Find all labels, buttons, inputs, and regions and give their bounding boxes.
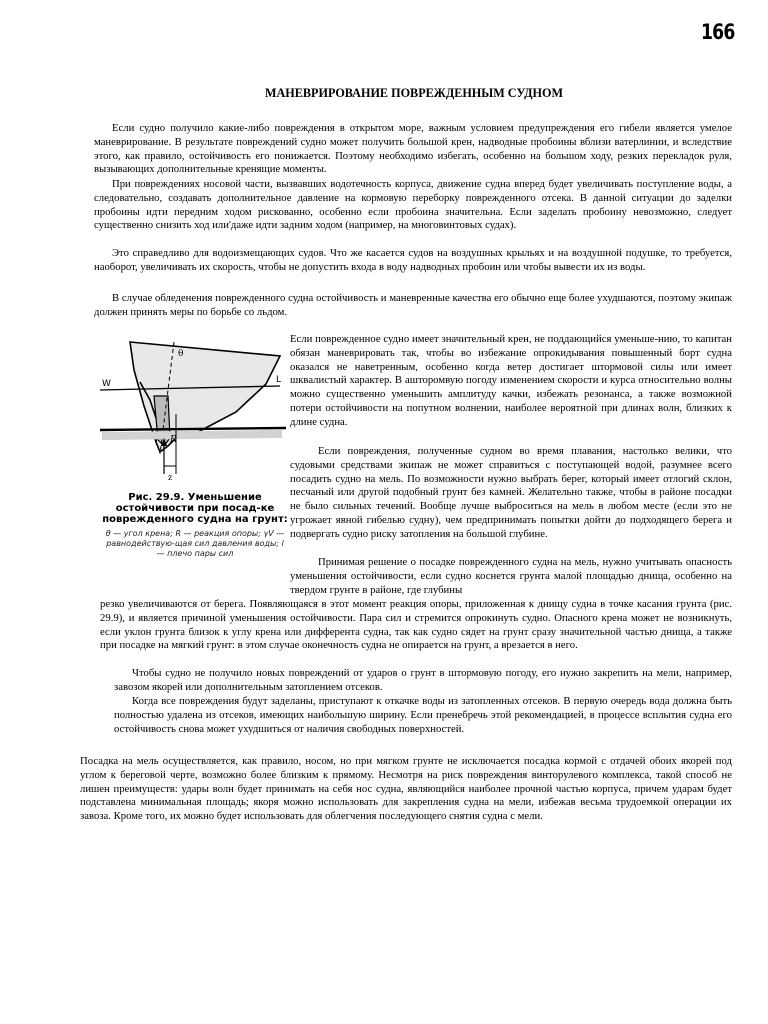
paragraph-stern-grounding: Посадка на мель осуществляется, как правило, носом, но при мягком грунте не исключается посадка кормой с отдачей обоих якорей под углом к береговой черте, возможно более близким к прямому. Несмотря на риск повреждения винторулевого комплекса, такой способ не лишен преимуществ: удары волн будет принимать на себя нос судна, являющийся наиболее прочной частью корпуса, причем ударам будет подставлена минимальная площадь; якоря можно использовать для закрепления судна на мели, избежав весьма трудоемкой операции их завоза. Кроме того, их можно будет использовать для облегчения последующего снятия судна с мели. <box>80 755 732 823</box>
paragraph-securing: Чтобы судно не получило новых повреждений от ударов о грунт в штормовую погоду, его нужно закрепить на мели, например, завозом якорей или дополнительным затоплением отсеков. <box>114 667 732 693</box>
seabed-hatch <box>102 430 282 440</box>
paragraph-icing: В случае обледенения поврежденного судна остойчивость и маневренные качества его обычно еще более ухудшаются, поэтому экипаж должен принять меры по борьбе со льдом. <box>94 292 732 318</box>
label-z: z <box>168 473 173 482</box>
label-r: R <box>170 435 177 445</box>
ship-grounding-diagram <box>98 334 288 484</box>
figure-caption-title: Рис. 29.9. Уменьшение остойчивости при посад-ке поврежденного судна на грунт: <box>102 492 288 525</box>
paragraph-beaching: Если повреждения, полученные судном во время плавания, настолько велики, что судовыми средствами экипаж не может справиться с поступающей водой, разумнее всего посадить судно на мель. По возможности нужно выбрать берег, который имеет отлогий склон, песчаный или другой подобный грунт без камней. Желательно также, чтобы в районе посадки не было сильных течений. Вообще лучше выброситься на мель в любом месте (если это не угрожает явной гибелью судну), чем предпринимать попытки дойти до подходящего берега и подвергать судно риску затопления на большой глубине. <box>290 445 732 540</box>
figure-29-9 <box>98 334 288 574</box>
label-w: W <box>102 379 111 389</box>
paragraph-intro: Если судно получило какие-либо повреждения в открытом море, важным условием предупреждения его гибели является умелое маневрирование. В результате повреждений судно может получить большой крен, надводные пробоины вблизи ватерлинии, и вследствие этого, как правило, остойчивость его понижается. Поэтому необходимо избегать, особенно на большом ходу, резких перекладок руля, вызывающих дополнительные кренящие моменты. <box>94 122 732 176</box>
paragraph-grounding-continued: резко увеличиваются от берега. Появляющаяся в этот момент реакция опоры, приложенная к днищу судна в точке касания грунта (рис. 29.9), и является причиной уменьшения остойчивости. Пара сил и стремится опрокинуть судно. Опасного крена может не возникнуть, если уклон грунта близок к углу крена или дифферента судна, так как судно сядет на грунт сразу значительной частью днища, а также при посадке на мягкий грунт: в этом случае оконечность судна не опирается на грунт, а врезается в него. <box>100 598 732 652</box>
page-number: 166 <box>701 20 735 44</box>
paragraph-grounding-decision: Принимая решение о посадке поврежденного судна на мель, нужно учитывать опасность уменьшения остойчивости, если судно коснется грунта малой площадью днища, особенно на твердом грунте в районе, где глубины <box>290 556 732 596</box>
paragraph-heel: Если поврежденное судно имеет значительный крен, не поддающийся уменьше-нию, то капитан обязан маневрировать так, чтобы во избежание опрокидывания повышенный борт судна оказался не наветренным, особенно когда ветер достигает штормовой силы или имеет шквалистый характер. В ашторомвую погоду изменением скорости и курса относительно волны можно существенно уменьшить амплитуду качки, избежать резонанса, а также возможной потери остойчивости на попутном волнении, наиболее вероятной при длинах волн, близких к длине судна. <box>290 333 732 428</box>
figure-caption <box>102 492 288 559</box>
paragraph-hovercraft: Это справедливо для водоизмещающих судов. Что же касается судов на воздушных крыльях и на воздушной подушке, то требуется, наоборот, увеличивать их скорость, чтобы не допустить входа в воду надводных пробоин или чтобы вывести их из воды. <box>94 247 732 273</box>
label-l: L <box>276 375 282 385</box>
paragraph-bow-damage: При повреждениях носовой части, вызвавших водотечность корпуса, движение судна вперед будет увеличивать поступление воды, а следовательно, создавать дополнительное давление на кормовую переборку поврежденного отсека. В данной ситуации до заделки пробоины идти передним ходом рискованно, особенно если пробоина значительна. Если заделать пробоину невозможно, следует существенно снизить ход или'даже идти задним ходом (например, на многовинтовых судах). <box>94 178 732 232</box>
page-title: МАНЕВРИРОВАНИЕ ПОВРЕЖДЕННЫМ СУДНОМ <box>264 86 564 100</box>
seabed-line <box>100 428 286 430</box>
figure-caption-legend: θ — угол крена; R — реакция опоры; γV — равнодействую-щая сил давления воды; l — плечо пары сил <box>105 529 285 558</box>
label-theta: θ <box>178 349 184 359</box>
paragraph-pumping: Когда все повреждения будут заделаны, приступают к откачке воды из затопленных отсеков. В первую очередь вода должна быть полностью удалена из отсеков, имеющих наибольшую ширину. Если пренебречь этой рекомендацией, в процессе всплытия судна его остойчивость снова может ухудшиться от наличия свободных поверхностей. <box>114 695 732 735</box>
